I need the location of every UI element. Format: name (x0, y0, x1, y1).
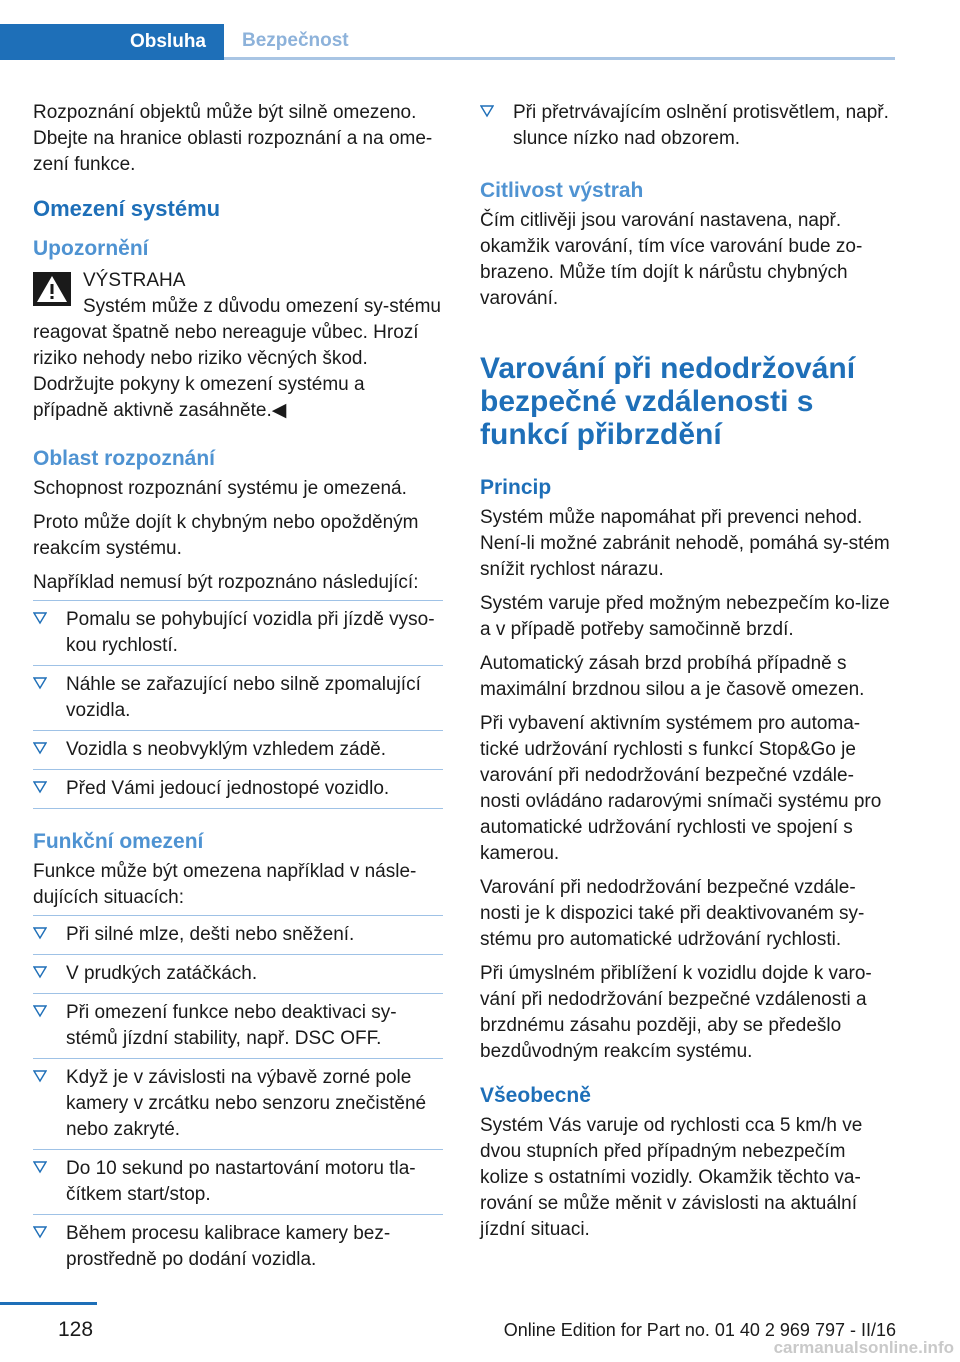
bullet-triangle-icon (33, 611, 47, 625)
bullet-triangle-icon (33, 926, 47, 940)
bullet-triangle-icon (33, 965, 47, 979)
list-item: Při omezení funkce nebo deaktivaci sy‐stémů jízdní stability, např. DSC OFF. (33, 994, 443, 1059)
general-heading: Všeobecně (480, 1084, 591, 1107)
function-list (33, 915, 443, 1279)
area-paragraph-1: Schopnost rozpoznání systému je omezená. (33, 478, 407, 499)
list-item: Vozidla s neobvyklým vzhledem zádě. (33, 731, 443, 770)
principle-paragraph-1: Systém může napomáhat při prevenci nehod. Není-li možné zabránit nehodě, pomáhá sy‐stém snížit rychlost nárazu. (480, 507, 890, 580)
principle-paragraph-4: Při vybavení aktivním systémem pro automa‐tické udržování rychlosti s funkcí Stop&Go je varování při nedodržování bezpečné vzdále‐nosti ovládáno radarovými snímači systému pro automatické udržování rychlosti ve spojení s kamerou. (480, 713, 882, 864)
list-item: Před Vámi jedoucí jednostopé vozidlo. (33, 770, 443, 809)
list-item: Náhle se zařazující nebo silně zpomalující vozidla. (33, 666, 443, 731)
chapter-title: Varování při nedodržování bezpečné vzdálenosti s funkcí přibrzdění (480, 352, 856, 451)
area-heading: Oblast rozpoznání (33, 447, 216, 470)
bullet-triangle-icon (33, 1225, 47, 1239)
list-item: Během procesu kalibrace kamery bez‐prostředně po dodání vozidla. (33, 1215, 443, 1279)
bullet-triangle-icon (480, 104, 494, 118)
warning-block (33, 268, 443, 424)
page-number: 128 (58, 1318, 94, 1341)
warning-text: Systém může z důvodu omezení sy‐stému reagovat špatně nebo nereaguje vůbec. Hrozí riziko nehody nebo riziko věcných škod. Dodržujte pokyny k omezení systému a případně aktivně zasáhněte.◀ (33, 296, 441, 421)
left-column (33, 100, 443, 1279)
list-item: Při silné mlze, dešti nebo sněžení. (33, 915, 443, 955)
warning-heading: Upozornění (33, 237, 149, 260)
principle-paragraph-3: Automatický zásah brzd probíhá případně s maximální brzdnou silou a je časově omezen. (480, 653, 865, 700)
bullet-triangle-icon (33, 741, 47, 755)
list-item: Když je v závislosti na výbavě zorné pole kamery v zrcátku nebo senzoru znečistěné nebo zakryté. (33, 1059, 443, 1150)
watermark: carmanualsonline.info (773, 1338, 954, 1357)
sensitivity-paragraph: Čím citlivěji jsou varování nastavena, např. okamžik varování, tím více varování bude zo‐brazeno. Může tím dojít k nárůstu chybných varování. (480, 210, 863, 309)
list-item: Do 10 sekund po nastartování motoru tla‐čítkem start/stop. (33, 1150, 443, 1215)
intro-paragraph: Rozpoznání objektů může být silně omezeno. Dbejte na hranice oblasti rozpoznání a na ome‐zení funkce. (33, 102, 433, 175)
tab-bezpecnost[interactable]: Bezpečnost (224, 24, 895, 60)
right-column (480, 100, 892, 1251)
area-paragraph-3: Například nemusí být rozpoznáno následující: (33, 572, 419, 593)
bullet-triangle-icon (33, 1160, 47, 1174)
principle-paragraph-5: Varování při nedodržování bezpečné vzdále‐nosti je k dispozici také při deaktivovaném sy‐stému pro automatické udržování rychlosti. (480, 877, 865, 950)
warning-triangle-icon (33, 272, 71, 306)
section-title-system-limits: Omezení systému (33, 196, 221, 221)
area-paragraph-2: Proto může dojít k chybným nebo opožděným reakcím systému. (33, 512, 419, 559)
principle-paragraph-2: Systém varuje před možným nebezpečím ko‐lize a v případě potřeby samočinně brzdí. (480, 593, 890, 640)
principle-paragraph-6: Při úmyslném přiblížení k vozidlu dojde k varo‐vání při nedodržování bezpečné vzdálenosti a brzdnému zásahu později, aby se předešlo bezdůvodným reakcím systému. (480, 963, 872, 1062)
function-paragraph: Funkce může být omezena například v násle‐dujících situacích: (33, 861, 417, 908)
footer-divider (0, 1302, 97, 1305)
function-limits-heading: Funkční omezení (33, 830, 204, 853)
warning-label: VÝSTRAHA (83, 270, 186, 291)
list-item: Pomalu se pohybující vozidla při jízdě vyso‐kou rychlostí. (33, 600, 443, 666)
header-tabbar (0, 0, 895, 62)
principle-heading: Princip (480, 476, 552, 499)
bullet-triangle-icon (33, 1004, 47, 1018)
general-paragraph: Systém Vás varuje od rychlosti cca 5 km/h ve dvou stupních před případným nebezpečím kolize s ostatními vozidly. Okamžik těchto va‐rování se může měnit v závislosti na aktuální jízdní situaci. (480, 1115, 863, 1240)
continued-list (480, 94, 892, 158)
edition-label: Online Edition for Part no. 01 40 2 969 797 - II/16 (503, 1320, 896, 1340)
tab-obsluha[interactable]: Obsluha (0, 24, 224, 60)
list-item: V prudkých zatáčkách. (33, 955, 443, 994)
list-item: Při přetrvávajícím oslnění protisvětlem, např. slunce nízko nad obzorem. (480, 94, 892, 158)
bullet-triangle-icon (33, 1069, 47, 1083)
area-list (33, 600, 443, 809)
bullet-triangle-icon (33, 780, 47, 794)
bullet-triangle-icon (33, 676, 47, 690)
sensitivity-heading: Citlivost výstrah (480, 179, 644, 202)
